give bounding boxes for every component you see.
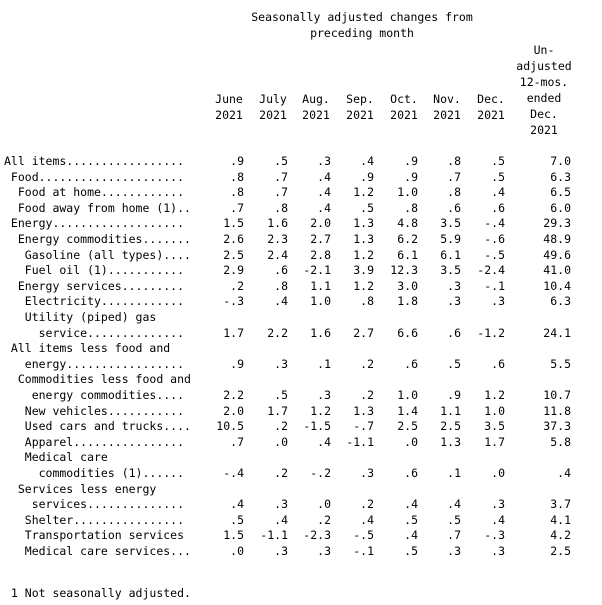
cell-value: -.6 xyxy=(484,232,505,246)
row-label: Commodities less food and xyxy=(4,372,191,387)
cell-value: .8 xyxy=(230,185,244,200)
row-label: All items................. xyxy=(4,154,185,168)
cell-value: 2.0 xyxy=(223,403,244,418)
cell-value: 29.3 xyxy=(543,216,571,231)
cell-value: 6.3 xyxy=(550,294,571,309)
row-label: Food..................... xyxy=(4,169,185,184)
row-label: Energy................... xyxy=(4,216,185,231)
row-label: Electricity............ xyxy=(4,294,185,309)
row-label: service.............. xyxy=(4,325,185,340)
cell-value: .0 xyxy=(274,434,288,449)
cell-value: .8 xyxy=(274,200,288,215)
cell-value: 7.0 xyxy=(550,154,571,168)
column-header-4-line1: Sep. xyxy=(346,92,374,106)
cell-value: 5.8 xyxy=(550,434,571,449)
cell-value: 11.8 xyxy=(543,403,571,418)
cell-value: 2.6 xyxy=(223,232,244,246)
column-header-3-line1: Aug. xyxy=(302,92,330,106)
cell-value: -.3 xyxy=(484,528,505,543)
cell-value: 1.7 xyxy=(223,325,244,340)
cell-value: 4.8 xyxy=(397,216,418,231)
group-header-line1: Seasonally adjusted changes from xyxy=(251,10,473,24)
row-label: Medical care services... xyxy=(4,544,191,558)
cell-value: 2.8 xyxy=(310,247,331,262)
cell-value: 49.6 xyxy=(543,247,571,262)
cell-value: 4.1 xyxy=(550,512,571,527)
cell-value: -.4 xyxy=(223,466,244,480)
cell-value: 5.5 xyxy=(550,356,571,371)
cell-value: .7 xyxy=(274,169,288,184)
cell-value: .5 xyxy=(274,154,288,168)
cell-value: .0 xyxy=(230,544,244,558)
cell-value: .5 xyxy=(274,388,288,402)
row-label: Fuel oil (1)........... xyxy=(4,263,185,278)
column-header-5-line1: Oct. xyxy=(390,92,418,106)
cell-value: 1.0 xyxy=(397,388,418,402)
cell-value: .9 xyxy=(360,169,374,184)
cell-value: 1.3 xyxy=(353,216,374,231)
cell-value: 1.0 xyxy=(484,403,505,418)
cell-value: -1.5 xyxy=(303,419,331,434)
cell-value: .9 xyxy=(230,356,244,371)
cell-value: 2.7 xyxy=(353,325,374,340)
cell-value: 1.3 xyxy=(353,232,374,246)
cell-value: .3 xyxy=(491,294,505,309)
cell-value: -2.1 xyxy=(303,263,331,278)
cell-value: -1.1 xyxy=(260,528,288,543)
column-header-2-line1: July xyxy=(259,92,287,106)
cell-value: 1.6 xyxy=(310,325,331,340)
row-label: energy commodities.... xyxy=(4,388,185,402)
cell-value: 1.2 xyxy=(310,403,331,418)
cell-value: 1.5 xyxy=(223,528,244,543)
cell-value: 1.7 xyxy=(484,434,505,449)
cell-value: .0 xyxy=(317,497,331,512)
row-label: Used cars and trucks.... xyxy=(4,419,191,434)
cell-value: .3 xyxy=(274,356,288,371)
cell-value: .5 xyxy=(404,512,418,527)
cell-value: .3 xyxy=(317,154,331,168)
cell-value: 6.6 xyxy=(397,325,418,340)
row-label: Food at home............ xyxy=(4,185,185,200)
cell-value: -1.1 xyxy=(346,434,374,449)
cell-value: .4 xyxy=(317,185,331,200)
cell-value: 2.5 xyxy=(397,419,418,434)
row-label: Services less energy xyxy=(4,481,157,496)
cell-value: 1.1 xyxy=(440,403,461,418)
cell-value: .7 xyxy=(447,169,461,184)
cell-value: .5 xyxy=(447,512,461,527)
cell-value: 12.3 xyxy=(390,263,418,278)
cell-value: 2.4 xyxy=(267,247,288,262)
row-label: commodities (1)...... xyxy=(4,466,185,480)
cell-value: 1.0 xyxy=(310,294,331,309)
cell-value: .3 xyxy=(274,497,288,512)
unadjusted-column-header xyxy=(516,42,572,138)
cell-value: .2 xyxy=(360,356,374,371)
cell-value: .8 xyxy=(274,278,288,293)
cell-value: .6 xyxy=(447,200,461,215)
cell-value: 3.7 xyxy=(550,497,571,512)
cell-value: 2.0 xyxy=(310,216,331,231)
cell-value: .6 xyxy=(404,466,418,480)
cell-value: .1 xyxy=(447,466,461,480)
cell-value: .4 xyxy=(317,200,331,215)
cell-value: .4 xyxy=(557,466,571,480)
row-label: Energy commodities....... xyxy=(4,232,191,246)
cell-value: -2.3 xyxy=(303,528,331,543)
footnote: 1 Not seasonally adjusted. xyxy=(4,586,191,600)
cell-value: 41.0 xyxy=(543,263,571,278)
cell-value: .2 xyxy=(274,466,288,480)
cell-value: .5 xyxy=(230,512,244,527)
cell-value: -.2 xyxy=(310,466,331,480)
row-label: energy................. xyxy=(4,356,185,371)
cell-value: .4 xyxy=(317,169,331,184)
cell-value: .7 xyxy=(274,185,288,200)
cell-value: 1.8 xyxy=(397,294,418,309)
cell-value: 1.5 xyxy=(223,216,244,231)
row-label: Food away from home (1).. xyxy=(4,200,191,215)
cell-value: .3 xyxy=(447,278,461,293)
cell-value: .6 xyxy=(491,356,505,371)
cell-value: .7 xyxy=(230,434,244,449)
cell-value: .7 xyxy=(447,528,461,543)
cell-value: 1.1 xyxy=(310,278,331,293)
row-label: All items less food and xyxy=(4,341,171,356)
cell-value: .9 xyxy=(447,388,461,402)
column-header-2-line2: 2021 xyxy=(259,108,287,122)
cell-value: 37.3 xyxy=(543,419,571,434)
column-header-4-line2: 2021 xyxy=(346,108,374,122)
cell-value: -2.4 xyxy=(477,263,505,278)
row-label: Apparel................ xyxy=(4,434,185,449)
row-label: Energy services......... xyxy=(4,278,185,293)
cell-value: 2.9 xyxy=(223,263,244,278)
row-label: Utility (piped) gas xyxy=(4,310,157,324)
cell-value: 6.1 xyxy=(440,247,461,262)
cell-value: 2.3 xyxy=(267,232,288,246)
cell-value: 1.7 xyxy=(267,403,288,418)
cell-value: .6 xyxy=(491,200,505,215)
cell-value: .3 xyxy=(317,388,331,402)
column-header-6-line1: Nov. xyxy=(433,92,461,106)
row-label: services.............. xyxy=(4,497,185,512)
cell-value: 2.2 xyxy=(223,388,244,402)
unadjusted-header-line: adjusted xyxy=(516,59,572,73)
row-label: Gasoline (all types).... xyxy=(4,247,191,262)
cell-value: 10.7 xyxy=(543,388,571,402)
cell-value: .8 xyxy=(447,185,461,200)
cell-value: 6.2 xyxy=(397,232,418,246)
cell-value: .3 xyxy=(491,497,505,512)
cell-value: -.4 xyxy=(484,216,505,231)
unadjusted-header-line: 12-mos. xyxy=(519,75,569,89)
unadjusted-header-line: Dec. xyxy=(530,107,558,121)
cell-value: .2 xyxy=(274,419,288,434)
cell-value: .5 xyxy=(447,356,461,371)
cell-value: -.1 xyxy=(484,278,505,293)
cell-value: .4 xyxy=(230,497,244,512)
cell-value: .4 xyxy=(491,185,505,200)
cell-value: 2.5 xyxy=(223,247,244,262)
cell-value: -.7 xyxy=(353,419,374,434)
cell-value: 1.6 xyxy=(267,216,288,231)
cell-value: 1.3 xyxy=(353,403,374,418)
cell-value: .4 xyxy=(360,154,374,168)
cell-value: 1.2 xyxy=(353,185,374,200)
cell-value: 1.2 xyxy=(353,278,374,293)
cell-value: 6.1 xyxy=(397,247,418,262)
cell-value: 2.7 xyxy=(310,232,331,246)
cell-value: .2 xyxy=(360,497,374,512)
cell-value: 3.9 xyxy=(353,263,374,278)
cell-value: .4 xyxy=(360,512,374,527)
cell-value: -.3 xyxy=(223,294,244,309)
cell-value: 4.2 xyxy=(550,528,571,543)
cell-value: .9 xyxy=(230,154,244,168)
cell-value: .3 xyxy=(491,544,505,558)
unadjusted-header-line: 2021 xyxy=(530,123,558,137)
cell-value: .5 xyxy=(491,154,505,168)
cell-value: 1.3 xyxy=(440,434,461,449)
cell-value: 10.4 xyxy=(543,278,571,293)
cell-value: 1.2 xyxy=(353,247,374,262)
cell-value: .4 xyxy=(404,528,418,543)
cell-value: -.1 xyxy=(353,544,374,558)
cell-value: .4 xyxy=(317,434,331,449)
cell-value: 10.5 xyxy=(216,419,244,434)
cell-value: 1.0 xyxy=(397,185,418,200)
cell-value: .3 xyxy=(447,544,461,558)
cell-value: 3.0 xyxy=(397,278,418,293)
cell-value: 24.1 xyxy=(543,325,571,340)
cell-value: .0 xyxy=(404,434,418,449)
cell-value: .3 xyxy=(447,294,461,309)
cell-value: .1 xyxy=(317,356,331,371)
cell-value: 2.5 xyxy=(550,544,571,558)
cell-value: .9 xyxy=(404,169,418,184)
column-header-1-line2: 2021 xyxy=(215,108,243,122)
row-label: New vehicles........... xyxy=(4,403,185,418)
unadjusted-header-line: ended xyxy=(526,91,562,105)
cell-value: .5 xyxy=(360,200,374,215)
cell-value: .9 xyxy=(404,154,418,168)
cell-value: .6 xyxy=(404,356,418,371)
cell-value: .6 xyxy=(447,325,461,340)
cell-value: .0 xyxy=(491,466,505,480)
row-label: Shelter................ xyxy=(4,512,185,527)
column-header-5-line2: 2021 xyxy=(390,108,418,122)
row-label: Transportation services xyxy=(4,528,185,543)
cell-value: 48.9 xyxy=(543,232,571,246)
cell-value: .5 xyxy=(404,544,418,558)
cell-value: 6.3 xyxy=(550,169,571,184)
cell-value: .2 xyxy=(230,278,244,293)
cell-value: .8 xyxy=(230,169,244,184)
cell-value: -.5 xyxy=(353,528,374,543)
cell-value: 5.9 xyxy=(440,232,461,246)
column-header-7-line1: Dec. xyxy=(477,92,505,106)
cell-value: 6.5 xyxy=(550,185,571,200)
cell-value: .7 xyxy=(230,200,244,215)
cell-value: .2 xyxy=(317,512,331,527)
cell-value: .4 xyxy=(274,294,288,309)
cell-value: .5 xyxy=(491,169,505,184)
column-header-1-line1: June xyxy=(215,92,243,106)
cell-value: 2.2 xyxy=(267,325,288,340)
cell-value: 2.5 xyxy=(440,419,461,434)
cell-value: 1.4 xyxy=(397,403,418,418)
cell-value: -1.2 xyxy=(477,325,505,340)
cell-value: 3.5 xyxy=(440,216,461,231)
cell-value: .2 xyxy=(360,388,374,402)
cell-value: .4 xyxy=(274,512,288,527)
cell-value: .8 xyxy=(447,154,461,168)
cell-value: .3 xyxy=(317,544,331,558)
cell-value: .3 xyxy=(274,544,288,558)
column-header-6-line2: 2021 xyxy=(433,108,461,122)
cell-value: .6 xyxy=(274,263,288,278)
cell-value: .4 xyxy=(447,497,461,512)
cell-value: .4 xyxy=(404,497,418,512)
column-header-7-line2: 2021 xyxy=(477,108,505,122)
unadjusted-header-line: Un- xyxy=(533,43,555,57)
cell-value: .8 xyxy=(404,200,418,215)
cell-value: 3.5 xyxy=(484,419,505,434)
cell-value: 3.5 xyxy=(440,263,461,278)
cell-value: 1.2 xyxy=(484,388,505,402)
cell-value: .3 xyxy=(360,466,374,480)
cell-value: .4 xyxy=(491,512,505,527)
row-label: Medical care xyxy=(4,450,108,465)
cell-value: .8 xyxy=(360,294,374,309)
cell-value: -.5 xyxy=(484,247,505,262)
group-header-line2: preceding month xyxy=(310,26,414,40)
column-header-3-line2: 2021 xyxy=(302,108,330,122)
cell-value: 6.0 xyxy=(550,200,571,215)
